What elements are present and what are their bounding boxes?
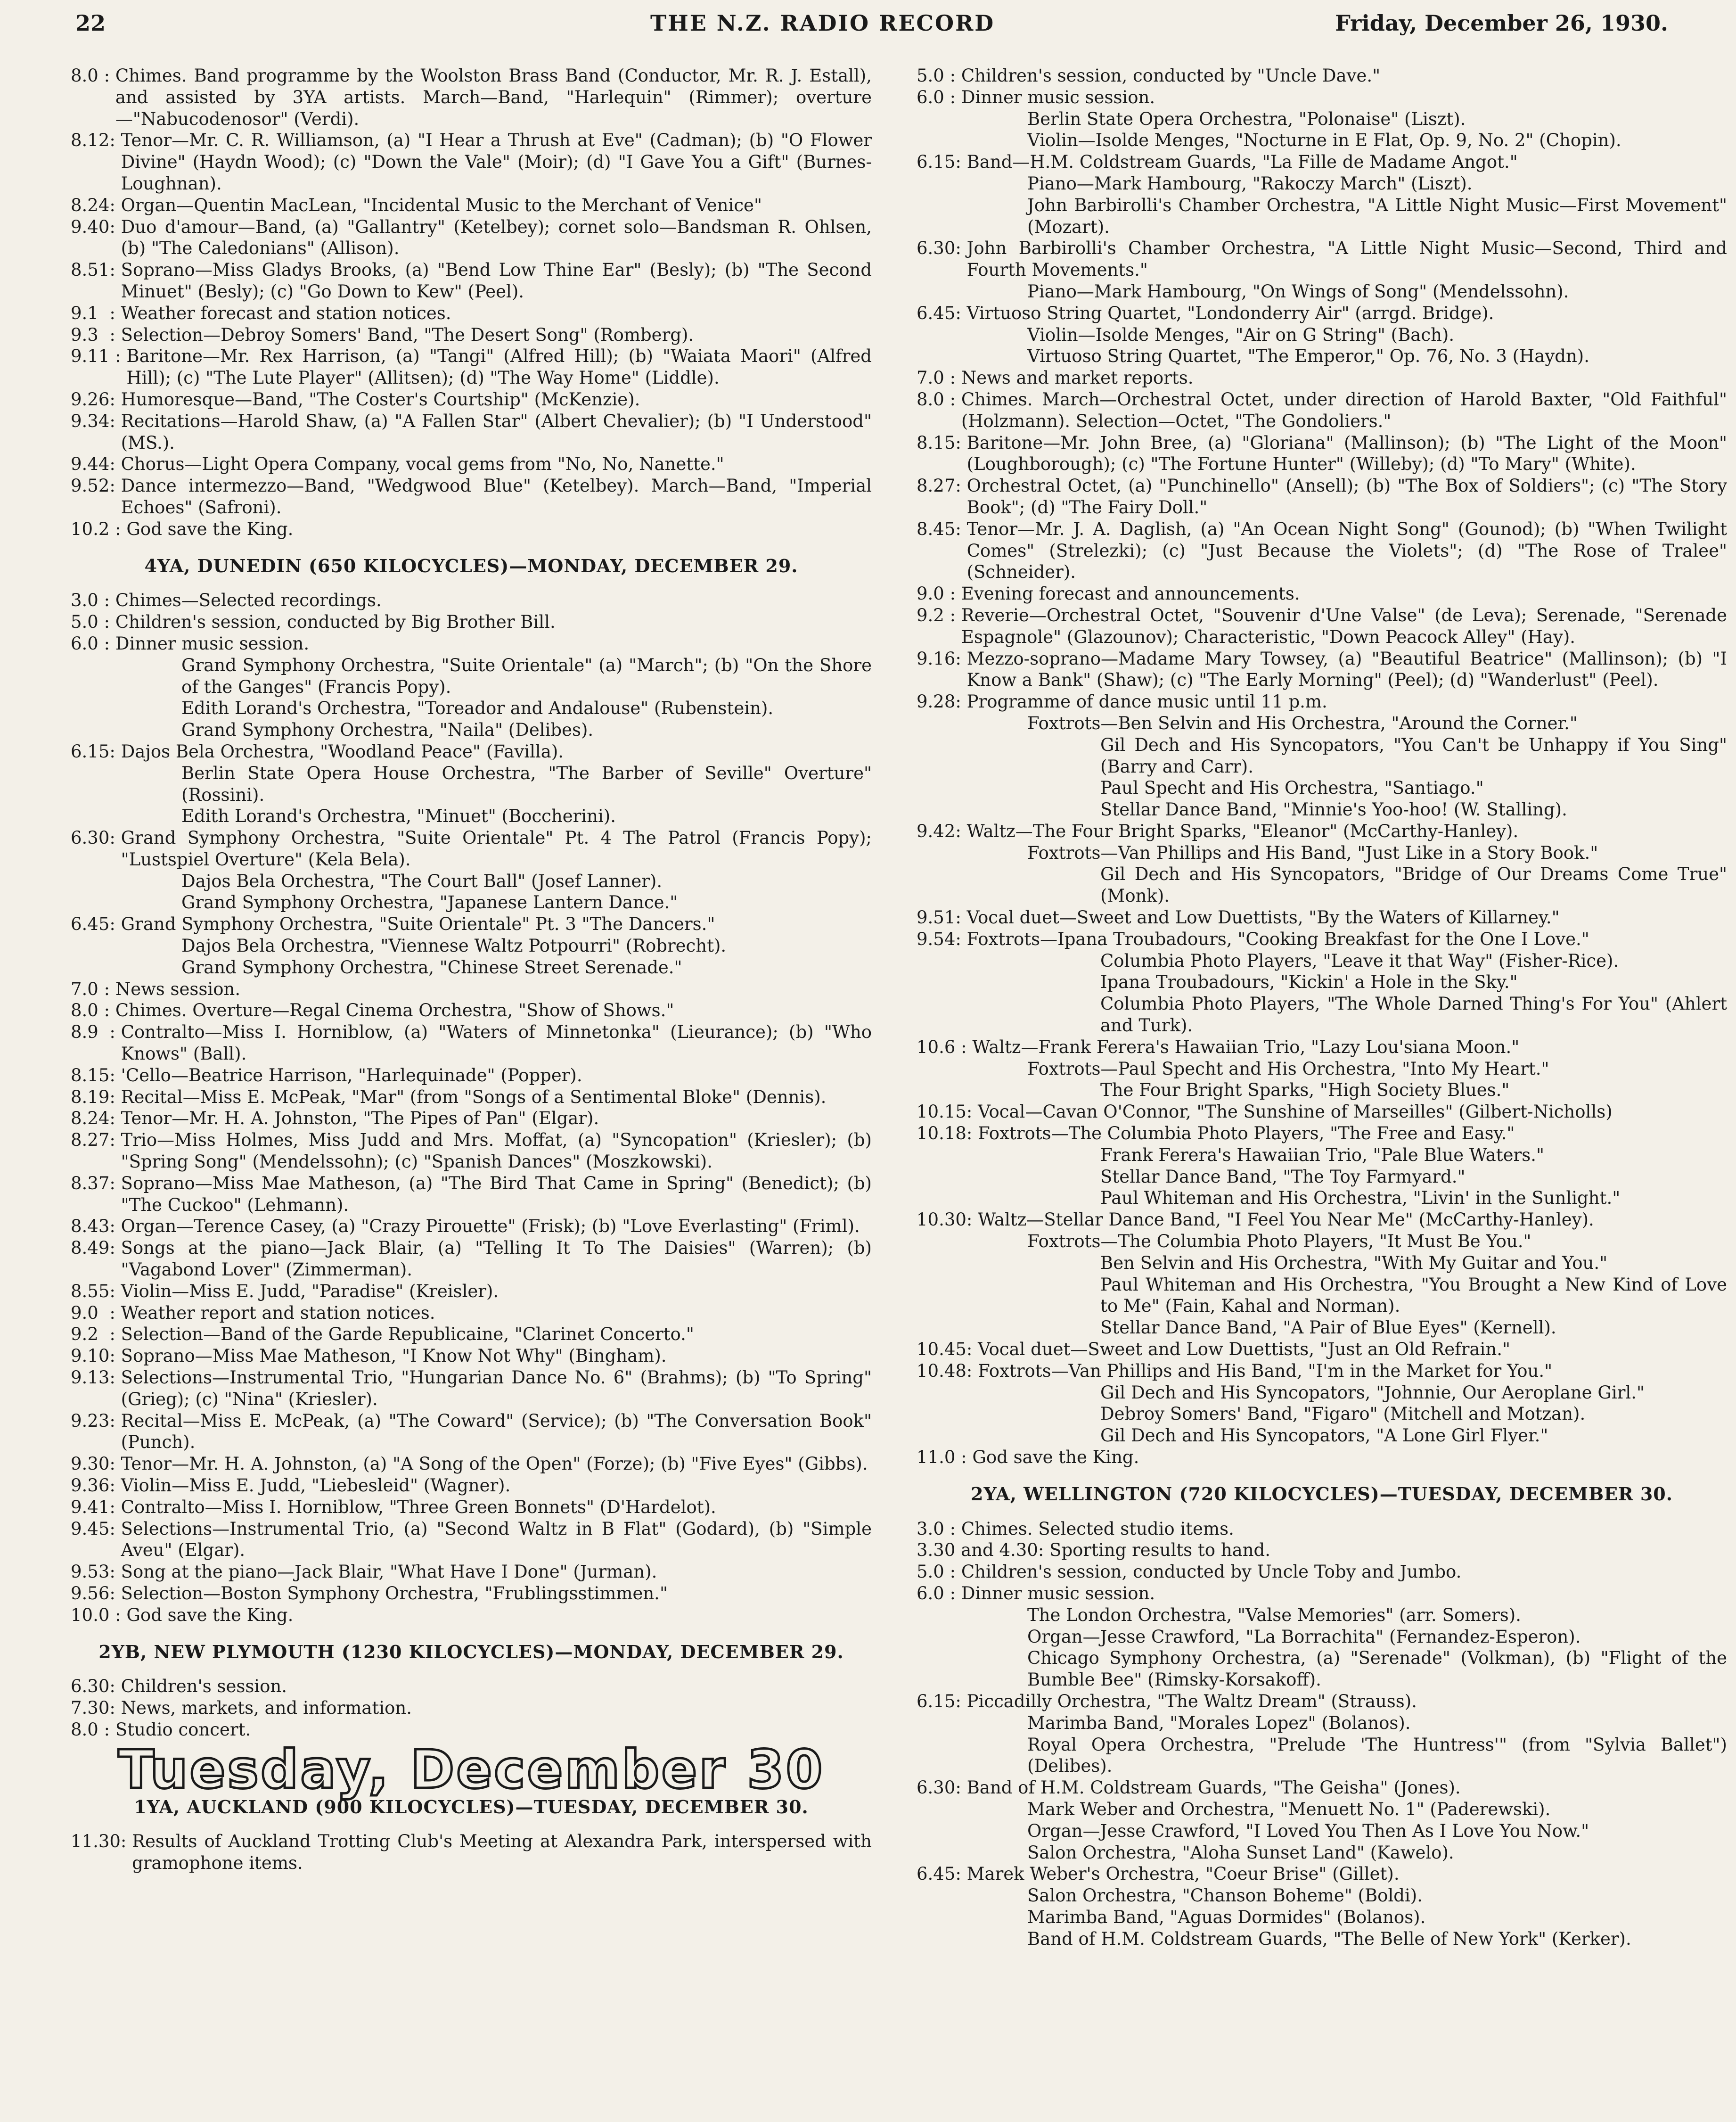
programme-entry (71, 1108, 872, 1129)
programme-entry (71, 195, 872, 216)
programme-subitem: Stellar Dance Band, "Minnie's Yoo-hoo! (W. Stalling). (1100, 799, 1567, 820)
station-heading-wellington: 2YA, WELLINGTON (720 KILOCYCLES)—TUESDAY, DECEMBER 30. (971, 1483, 1673, 1505)
entry-time: 9.1 : (71, 303, 121, 323)
entry-description: 'Cello—Beatrice Harrison, "Harlequinade" (Popper). (121, 1065, 582, 1086)
entry-time: 8.15: (917, 432, 967, 453)
entry-description: Band—H.M. Coldstream Guards, "La Fille de Madame Angot." (966, 152, 1518, 173)
programme-entry (917, 65, 1727, 87)
entry-time: 10.18: (917, 1123, 978, 1144)
entry-time: 9.28: (917, 691, 967, 712)
entry-time: 8.9 : (71, 1022, 121, 1043)
entry-time: 6.15: (917, 1691, 967, 1711)
entry-time: 10.6 : (917, 1036, 973, 1057)
entry-description: Chimes. March—Orchestral Octet, under direction of Harold Baxter, "Old Faithful" (Holzmann). Selection—Octet, "The Gondoliers." (961, 389, 1727, 431)
entry-time: 6.30: (71, 1676, 121, 1697)
programme-entry (71, 518, 872, 540)
entry-description: Selections—Instrumental Trio, "Hungarian Dance No. 6" (Brahms); (b) "To Spring" (Grieg); (c) "Nina" (Kriesler). (121, 1367, 872, 1409)
entry-time: 7.30: (71, 1698, 121, 1719)
entry-description: Baritone—Mr. John Bree, (a) "Gloriana" (Mallinson); (b) "The Light of the Moon" (Loughborough); (c) "The Fortune Hunter" (Willeby); (d) "To Mary" (White). (966, 432, 1727, 475)
programme-entry (71, 130, 872, 194)
programme-entry (71, 1676, 872, 1697)
entry-description: Selections—Instrumental Trio, (a) "Second Waltz in B Flat" (Godard), (b) "Simple Aveu" (Elgar). (121, 1518, 872, 1561)
programme-entry (917, 648, 1727, 691)
programme-entry (917, 1539, 1727, 1561)
programme-entry (917, 1777, 1727, 1799)
entry-description: Results of Auckland Trotting Club's Meeting at Alexandra Park, interspersed with gramophone items. (132, 1831, 872, 1874)
entry-time: 8.12: (71, 130, 121, 151)
right-column (917, 65, 1727, 1950)
programme-entry (71, 633, 872, 655)
entry-time: 6.45: (917, 1864, 967, 1884)
entry-time: 9.13: (71, 1367, 121, 1388)
programme-entry (917, 907, 1727, 929)
programme-entry (917, 1339, 1727, 1360)
left-column (71, 65, 872, 1874)
entry-time: 9.2 : (917, 605, 961, 625)
entry-time: 9.56: (71, 1583, 121, 1604)
programme-subitem: Paul Specht and His Orchestra, "Santiago." (1100, 778, 1484, 798)
programme-entry (917, 1561, 1727, 1583)
entry-time: 9.10: (71, 1346, 121, 1366)
programme-subitem: Organ—Jesse Crawford, "I Loved You Then As I Love You Now." (1027, 1820, 1589, 1841)
programme-subitem: Marimba Band, "Morales Lopez" (Bolanos). (1027, 1712, 1411, 1733)
programme-entry (917, 605, 1727, 648)
programme-entry (71, 216, 872, 260)
entry-time: 9.45: (71, 1518, 121, 1539)
entry-description: Tenor—Mr. J. A. Daglish, (a) "An Ocean Night Song" (Gounod); (b) "When Twilight Comes" (Strelezki); (c) "Just Because the Violets"; (d) "The Rose of Tralee" (Schneider). (966, 518, 1727, 583)
programme-entry (71, 590, 872, 611)
entry-description: Selection—Debroy Somers' Band, "The Desert Song" (Romberg). (121, 324, 694, 345)
programme-subitem: Ben Selvin and His Orchestra, "With My Guitar and You." (1100, 1252, 1608, 1273)
entry-description: Children's session, conducted by "Uncle Dave." (961, 66, 1381, 86)
programme-entry (917, 1209, 1727, 1231)
entry-description: Grand Symphony Orchestra, "Suite Orientale" Pt. 3 "The Dancers." (121, 914, 715, 935)
entry-description: Children's session, conducted by Big Brother Bill. (115, 612, 556, 633)
programme-subitem: Violin—Isolde Menges, "Air on G String" (Bach). (1027, 324, 1455, 345)
entry-time: 9.54: (917, 929, 967, 949)
entry-description: Chorus—Light Opera Company, vocal gems from "No, No, Nanette." (121, 454, 724, 475)
programme-subitem: Berlin State Opera Orchestra, "Polonaise" (Liszt). (1027, 108, 1466, 129)
programme-subitem: Piano—Mark Hambourg, "Rakoczy March" (Liszt). (1027, 173, 1473, 194)
programme-subitem: Frank Ferera's Hawaiian Trio, "Pale Blue Waters." (1100, 1144, 1545, 1165)
programme-entry (71, 1086, 872, 1108)
programme-subitem: John Barbirolli's Chamber Orchestra, "A Little Night Music—First Movement" (Mozart). (1027, 195, 1727, 237)
programme-subitem: Grand Symphony Orchestra, "Japanese Lantern Dance." (181, 892, 678, 913)
entry-description: Chimes. Selected studio items. (961, 1518, 1234, 1539)
page-number: 22 (75, 10, 106, 36)
programme-entry (917, 1863, 1727, 1885)
entry-description: God save the King. (972, 1447, 1139, 1467)
entry-description: Children's session, conducted by Uncle Toby and Jumbo. (961, 1562, 1462, 1582)
programme-subitem: Dajos Bela Orchestra, "Viennese Waltz Potpourri" (Robrecht). (181, 936, 727, 956)
entry-time: 10.45: (917, 1339, 978, 1360)
entry-time: 9.53: (71, 1562, 121, 1582)
entry-description: Orchestral Octet, (a) "Punchinello" (Ansell); (b) "The Box of Soldiers"; (c) "The Story Book"; (d) "The Fairy Doll." (966, 476, 1727, 518)
programme-entry (71, 389, 872, 411)
entry-description: Violin—Miss E. Judd, "Liebesleid" (Wagner). (121, 1475, 511, 1496)
programme-entry (71, 303, 872, 324)
entry-time: 9.0 : (917, 584, 961, 604)
entry-time: 8.43: (71, 1216, 121, 1237)
programme-entry (71, 1561, 872, 1583)
entry-time: 3.0 : (917, 1518, 961, 1539)
programme-subitem: The London Orchestra, "Valse Memories" (arr. Somers). (1027, 1604, 1521, 1625)
entry-time: 8.0 : (71, 66, 115, 86)
entry-time: 8.24: (71, 1108, 121, 1129)
entry-time: 9.41: (71, 1497, 121, 1517)
programme-entry (917, 238, 1727, 281)
entry-time: 8.0 : (71, 1719, 115, 1740)
entry-time: 10.2 : (71, 518, 127, 539)
programme-entry (917, 389, 1727, 432)
entry-description: Recitations—Harold Shaw, (a) "A Fallen Star" (Albert Chevalier); (b) "I Understood" (MS.). (121, 411, 872, 453)
entry-description: Programme of dance music until 11 p.m. (966, 691, 1327, 712)
programme-entry (917, 1036, 1727, 1058)
entry-description: Selection—Boston Symphony Orchestra, "Frublingsstimmen." (121, 1583, 668, 1604)
entry-description: Dinner music session. (961, 87, 1155, 107)
entry-description: Vocal—Cavan O'Connor, "The Sunshine of Marseilles" (Gilbert-Nicholls) (978, 1102, 1613, 1122)
entry-description: Mezzo-soprano—Madame Mary Towsey, (a) "Beautiful Beatrice" (Mallinson); (b) "I Know a Bank" (Shaw); (c) "The Early Morning" (Peel); (d) "Wanderlust" (Peel). (966, 648, 1727, 691)
programme-subitem: Berlin State Opera House Orchestra, "The Barber of Seville" Overture" (Rossini). (181, 763, 872, 805)
entry-description: Recital—Miss E. McPeak, "Mar" (from "Songs of a Sentimental Bloke" (Dennis). (121, 1086, 827, 1107)
entry-time: 8.0 : (917, 389, 961, 410)
programme-entry (71, 1497, 872, 1518)
day-banner: Tuesday, December 30 (118, 1739, 825, 1801)
entry-description: Weather report and station notices. (121, 1302, 435, 1323)
programme-subitem: Virtuoso String Quartet, "The Emperor," Op. 76, No. 3 (Haydn). (1027, 346, 1589, 367)
entry-description: Vocal duet—Sweet and Low Duettists, "By the Waters of Killarney." (966, 907, 1560, 928)
programme-entry (71, 1237, 872, 1281)
entry-time: 8.27: (71, 1130, 121, 1151)
entry-time: 8.49: (71, 1238, 121, 1258)
programme-subitem: Columbia Photo Players, "Leave it that Way" (Fisher-Rice). (1100, 950, 1619, 971)
programme-subitem: Organ—Jesse Crawford, "La Borrachita" (Fernandez-Esperon). (1027, 1626, 1581, 1647)
issue-date: Friday, December 26, 1930. (1335, 10, 1668, 36)
entry-time: 5.0 : (71, 612, 115, 633)
entry-time: 6.15: (917, 152, 967, 173)
entry-description: News, markets, and information. (121, 1698, 412, 1719)
programme-subitem: Grand Symphony Orchestra, "Suite Orientale" (a) "March"; (b) "On the Shore of the Ganges" (Francis Popy). (181, 655, 872, 697)
entry-description: Songs at the piano—Jack Blair, (a) "Telling It To The Daisies" (Warren); (b) "Vagabond Lover" (Zimmerman). (121, 1238, 872, 1280)
programme-subitem: Foxtrots—Ben Selvin and His Orchestra, "Around the Corner." (1027, 713, 1578, 733)
programme-entry (917, 518, 1727, 583)
entry-time: 9.52: (71, 476, 121, 496)
programme-entry (71, 1475, 872, 1497)
entry-time: 9.40: (71, 216, 121, 237)
entry-description: Organ—Quentin MacLean, "Incidental Music to the Merchant of Venice" (121, 195, 762, 215)
programme-entry (917, 1123, 1727, 1144)
entry-description: God save the King. (126, 1604, 294, 1625)
programme-subitem: Salon Orchestra, "Aloha Sunset Land" (Kawelo). (1027, 1842, 1454, 1863)
programme-subitem: Ipana Troubadours, "Kickin' a Hole in the Sky." (1100, 972, 1518, 993)
entry-description: Contralto—Miss I. Horniblow, (a) "Waters of Minnetonka" (Lieurance); (b) "Who Knows" (Ball). (121, 1022, 872, 1064)
entry-time: 8.19: (71, 1086, 121, 1107)
entry-description: Violin—Miss E. Judd, "Paradise" (Kreisler). (121, 1281, 499, 1301)
wellington-programme (917, 1518, 1727, 1950)
entry-description: Chimes. Band programme by the Woolston Brass Band (Conductor, Mr. R. J. Estall), and assisted by 3YA artists. March—Band, "Harlequin" (Rimmer); overture—"Nabucodenosor" (Verdi). (115, 66, 872, 129)
programme-entry (917, 583, 1727, 605)
programme-subitem: Band of H.M. Coldstream Guards, "The Belle of New York" (Kerker). (1027, 1928, 1631, 1949)
entry-time: 9.16: (917, 648, 967, 669)
entry-time: 8.55: (71, 1281, 121, 1301)
programme-entry (71, 1518, 872, 1562)
entry-description: Duo d'amour—Band, (a) "Gallantry" (Ketelbey); cornet solo—Bandsman R. Ohlsen, (b) "The Caledonians" (Allison). (121, 216, 872, 259)
entry-description: Foxtrots—Ipana Troubadours, "Cooking Breakfast for the One I Love." (966, 929, 1589, 949)
entry-description: Sporting results to hand. (1049, 1540, 1270, 1561)
entry-time: 6.0 : (71, 633, 115, 654)
publication-title: THE N.Z. RADIO RECORD (650, 10, 995, 36)
programme-entry (71, 913, 872, 935)
entry-time: 8.37: (71, 1173, 121, 1193)
programme-entry (71, 1173, 872, 1216)
programme-entry (917, 1691, 1727, 1712)
entry-time: 9.2 : (71, 1324, 121, 1345)
entry-time: 8.27: (917, 476, 967, 496)
entry-time: 10.0 : (71, 1604, 127, 1625)
entry-time: 3.30 and 4.30: (917, 1540, 1050, 1561)
entry-time: 10.15: (917, 1102, 978, 1122)
programme-subitem: Marimba Band, "Aguas Dormides" (Bolanos). (1027, 1907, 1426, 1927)
programme-entry (71, 453, 872, 475)
entry-description: Dinner music session. (961, 1583, 1155, 1604)
programme-entry (71, 741, 872, 763)
entry-description: Foxtrots—Van Phillips and His Band, "I'm in the Market for You." (978, 1360, 1553, 1381)
programme-subitem: Piano—Mark Hambourg, "On Wings of Song" (Mendelssohn). (1027, 281, 1569, 302)
page-header (75, 10, 1668, 38)
entry-time: 6.0 : (917, 1583, 961, 1604)
entry-time: 7.0 : (71, 979, 115, 999)
entry-time: 8.15: (71, 1065, 121, 1086)
entry-time: 6.30: (71, 828, 121, 848)
entry-time: 9.42: (917, 821, 967, 841)
entry-description: Tenor—Mr. C. R. Williamson, (a) "I Hear a Thrush at Eve" (Cadman); (b) "O Flower Divine" (Haydn Wood); (c) "Down the Vale" (Moir); (d) "I Gave You a Gift" (Burnes-Loughnan). (121, 130, 872, 194)
programme-subitem: Gil Dech and His Syncopators, "A Lone Girl Flyer." (1100, 1425, 1548, 1446)
programme-entry (917, 1360, 1727, 1382)
entry-description: Marek Weber's Orchestra, "Coeur Brise" (Gillet). (966, 1864, 1400, 1884)
entry-time: 9.26: (71, 389, 121, 410)
entry-description: Recital—Miss E. McPeak, (a) "The Coward" (Service); (b) "The Conversation Book" (Punch). (121, 1410, 872, 1453)
programme-entry (71, 475, 872, 518)
programme-entry (71, 1410, 872, 1454)
monday-continued-programme (917, 65, 1727, 1468)
programme-subitem: Violin—Isolde Menges, "Nocturne in E Flat, Op. 9, No. 2" (Chopin). (1027, 130, 1621, 151)
entry-description: News session. (115, 979, 241, 999)
entry-description: Soprano—Miss Mae Matheson, (a) "The Bird That Came in Spring" (Benedict); (b) "The Cuckoo" (Lehmann). (121, 1173, 872, 1215)
entry-description: Band of H.M. Coldstream Guards, "The Geisha" (Jones). (966, 1777, 1461, 1798)
programme-entry (71, 1021, 872, 1065)
entry-description: Dinner music session. (115, 633, 310, 654)
programme-entry (71, 1324, 872, 1345)
programme-subitem: Grand Symphony Orchestra, "Chinese Street Serenade." (181, 957, 682, 978)
programme-entry (71, 1302, 872, 1324)
entry-time: 6.30: (917, 1777, 967, 1798)
programme-entry (917, 432, 1727, 476)
entry-description: Foxtrots—The Columbia Photo Players, "The Free and Easy." (978, 1123, 1515, 1144)
entry-description: Children's session. (121, 1676, 287, 1697)
programme-entry (71, 1345, 872, 1367)
auckland-programme (71, 1831, 872, 1874)
entry-description: Virtuoso String Quartet, "Londonderry Air" (arrgd. Bridge). (966, 303, 1494, 323)
entry-time: 9.3 : (71, 324, 121, 345)
programme-entry (71, 1000, 872, 1021)
programme-entry (71, 1367, 872, 1410)
station-heading-dunedin: 4YA, DUNEDIN (650 KILOCYCLES)—MONDAY, DECEMBER 29. (144, 555, 798, 576)
entry-time: 7.0 : (917, 368, 961, 388)
entry-description: Baritone—Mr. Rex Harrison, (a) "Tangi" (Alfred Hill); (b) "Waiata Maori" (Alfred Hill); (c) "The Lute Player" (Allitsen); (d) "The Way Home" (Liddle). (126, 346, 872, 388)
programme-entry (917, 151, 1727, 173)
programme-entry (917, 1583, 1727, 1604)
programme-entry (71, 1129, 872, 1173)
programme-entry (71, 65, 872, 130)
programme-entry (71, 411, 872, 454)
entry-description: Grand Symphony Orchestra, "Suite Orientale" Pt. 4 The Patrol (Francis Popy); "Lustspiel Overture" (Kela Bela). (121, 828, 872, 870)
programme-subitem: Edith Lorand's Orchestra, "Toreador and Andalouse" (Rubenstein). (181, 698, 774, 719)
programme-entry (71, 1216, 872, 1237)
programme-entry (917, 1101, 1727, 1123)
programme-subitem: Paul Whiteman and His Orchestra, "Livin' in the Sunlight." (1100, 1188, 1621, 1209)
entry-time: 5.0 : (917, 66, 961, 86)
programme-entry (917, 1447, 1727, 1468)
new-plymouth-programme (71, 1676, 872, 1740)
programme-subitem: Debroy Somers' Band, "Figaro" (Mitchell and Motzan). (1100, 1404, 1586, 1424)
entry-time: 8.24: (71, 195, 121, 215)
programme-entry (71, 324, 872, 346)
entry-time: 9.34: (71, 411, 121, 431)
entry-description: Waltz—Stellar Dance Band, "I Feel You Near Me" (McCarthy-Hanley). (978, 1209, 1594, 1230)
entry-description: Studio concert. (115, 1719, 251, 1740)
programme-subitem: Royal Opera Orchestra, "Prelude 'The Huntress'" (from "Sylvia Ballet") (Delibes). (1027, 1734, 1727, 1777)
entry-time: 6.30: (917, 238, 967, 259)
programme-entry (71, 611, 872, 633)
programme-entry (71, 827, 872, 871)
entry-description: Selection—Band of the Garde Republicaine, "Clarinet Concerto." (121, 1324, 694, 1345)
entry-description: Organ—Terence Casey, (a) "Crazy Pirouette" (Frisk); (b) "Love Everlasting" (Friml). (121, 1216, 860, 1237)
programme-subitem: Foxtrots—The Columbia Photo Players, "It Must Be You." (1027, 1231, 1531, 1252)
entry-description: Evening forecast and announcements. (961, 584, 1300, 604)
entry-time: 8.45: (917, 518, 967, 539)
entry-description: Trio—Miss Holmes, Miss Judd and Mrs. Moffat, (a) "Syncopation" (Kriesler); (b) "Spring Song" (Mendelssohn); (c) "Spanish Dances" (Moszkowski). (121, 1130, 872, 1172)
programme-subitem: Edith Lorand's Orchestra, "Minuet" (Boccherini). (181, 806, 616, 827)
entry-description: Vocal duet—Sweet and Low Duettists, "Just an Old Refrain." (978, 1339, 1510, 1360)
programme-subitem: Chicago Symphony Orchestra, (a) "Serenade" (Volkman), (b) "Flight of the Bumble Bee" (Rimsky-Korsakoff). (1027, 1648, 1727, 1690)
entry-description: Piccadilly Orchestra, "The Waltz Dream" (Strauss). (966, 1691, 1417, 1711)
programme-entry (71, 1453, 872, 1475)
station-heading-auckland: 1YA, AUCKLAND (900 KILOCYCLES)—TUESDAY, DECEMBER 30. (134, 1796, 809, 1818)
programme-subitem: Dajos Bela Orchestra, "The Court Ball" (Josef Lanner). (181, 871, 663, 891)
entry-time: 11.0 : (917, 1447, 973, 1467)
entry-description: Dance intermezzo—Band, "Wedgwood Blue" (Ketelbey). March—Band, "Imperial Echoes" (Safroni). (121, 476, 872, 518)
programme-subitem: The Four Bright Sparks, "High Society Blues." (1100, 1080, 1510, 1101)
entry-time: 6.45: (71, 914, 121, 935)
entry-time: 10.48: (917, 1360, 978, 1381)
entry-time: 9.23: (71, 1410, 121, 1431)
entry-description: Tenor—Mr. H. A. Johnston, (a) "A Song of the Open" (Forze); (b) "Five Eyes" (Gibbs). (121, 1454, 868, 1474)
programme-entry (71, 259, 872, 303)
entry-description: Waltz—The Four Bright Sparks, "Eleanor" (McCarthy-Hanley). (966, 821, 1519, 841)
dunedin-programme (71, 590, 872, 1626)
programme-subitem: Gil Dech and His Syncopators, "Bridge of Our Dreams Come True" (Monk). (1100, 864, 1727, 906)
entry-description: Chimes—Selected recordings. (115, 590, 382, 611)
entry-time: 9.30: (71, 1454, 121, 1474)
programme-entry (71, 1831, 872, 1874)
programme-entry (917, 87, 1727, 108)
entry-time: 3.0 : (71, 590, 115, 611)
programme-subitem: Stellar Dance Band, "The Toy Farmyard." (1100, 1166, 1466, 1187)
entry-time: 9.11 : (71, 346, 127, 367)
entry-time: 8.51: (71, 260, 121, 280)
programme-subitem: Stellar Dance Band, "A Pair of Blue Eyes" (Kernell). (1100, 1317, 1556, 1338)
entry-description: Song at the piano—Jack Blair, "What Have I Done" (Jurman). (121, 1562, 657, 1582)
entry-time: 9.51: (917, 907, 967, 928)
entry-time: 6.15: (71, 741, 121, 762)
programme-entry (917, 475, 1727, 518)
programme-entry (71, 1065, 872, 1086)
entry-description: Contralto—Miss I. Horniblow, "Three Green Bonnets" (D'Hardelot). (121, 1497, 716, 1517)
entry-time: 9.36: (71, 1475, 121, 1496)
entry-description: Tenor—Mr. H. A. Johnston, "The Pipes of Pan" (Elgar). (121, 1108, 599, 1129)
programme-entry (917, 303, 1727, 324)
entry-description: Soprano—Miss Gladys Brooks, (a) "Bend Low Thine Ear" (Besly); (b) "The Second Minuet" (Besly); (c) "Go Down to Kew" (Peel). (121, 260, 872, 302)
programme-entry (71, 979, 872, 1000)
entry-description: Humoresque—Band, "The Coster's Courtship" (McKenzie). (121, 389, 640, 410)
entry-time: 6.0 : (917, 87, 961, 107)
programme-entry (71, 1604, 872, 1626)
entry-description: John Barbirolli's Chamber Orchestra, "A Little Night Music—Second, Third and Fourth Movements." (966, 238, 1727, 280)
programme-entry (71, 345, 872, 389)
entry-description: Waltz—Frank Ferera's Hawaiian Trio, "Lazy Lou'siana Moon." (972, 1036, 1520, 1057)
entry-description: Reverie—Orchestral Octet, "Souvenir d'Une Valse" (de Leva); Serenade, "Serenade Espagnole" (Glazounov); Characteristic, "Down Peacock Alley" (Hay). (961, 605, 1727, 647)
station-heading-new-plymouth: 2YB, NEW PLYMOUTH (1230 KILOCYCLES)—MONDAY, DECEMBER 29. (98, 1641, 844, 1662)
programme-entry (71, 1583, 872, 1604)
entry-description: Chimes. Overture—Regal Cinema Orchestra, "Show of Shows." (115, 1000, 674, 1021)
entry-time: 11.30: (71, 1831, 132, 1852)
entry-time: 9.0 : (71, 1302, 121, 1323)
programme-subitem: Mark Weber and Orchestra, "Menuett No. 1" (Paderewski). (1027, 1799, 1551, 1819)
entry-time: 8.0 : (71, 1000, 115, 1021)
programme-subitem: Gil Dech and His Syncopators, "You Can't be Unhappy if You Sing" (Barry and Carr). (1100, 734, 1727, 777)
entry-time: 9.44: (71, 454, 121, 475)
programme-subitem: Foxtrots—Van Phillips and His Band, "Just Like in a Story Book." (1027, 842, 1598, 863)
entry-description: Weather forecast and station notices. (121, 303, 451, 323)
programme-subitem: Columbia Photo Players, "The Whole Darned Thing's For You" (Ahlert and Turk). (1100, 994, 1727, 1036)
programme-subitem: Foxtrots—Paul Specht and His Orchestra, "Into My Heart." (1027, 1058, 1549, 1079)
christchurch-programme (71, 65, 872, 540)
entry-description: Soprano—Miss Mae Matheson, "I Know Not Why" (Bingham). (121, 1346, 667, 1366)
programme-entry (71, 1697, 872, 1719)
programme-entry (71, 1281, 872, 1302)
entry-description: Dajos Bela Orchestra, "Woodland Peace" (Favilla). (121, 741, 564, 762)
entry-time: 10.30: (917, 1209, 978, 1230)
programme-entry (917, 1518, 1727, 1540)
entry-time: 5.0 : (917, 1562, 961, 1582)
programme-entry (917, 929, 1727, 950)
entry-description: News and market reports. (961, 368, 1194, 388)
programme-entry (917, 691, 1727, 713)
programme-entry (917, 821, 1727, 842)
programme-subitem: Salon Orchestra, "Chanson Boheme" (Boldi). (1027, 1885, 1423, 1906)
entry-description: God save the King. (126, 518, 294, 539)
programme-subitem: Gil Dech and His Syncopators, "Johnnie, Our Aeroplane Girl." (1100, 1382, 1645, 1403)
programme-subitem: Paul Whiteman and His Orchestra, "You Brought a New Kind of Love to Me" (Fain, Kahal and Norman). (1100, 1274, 1727, 1316)
programme-entry (71, 1719, 872, 1741)
programme-subitem: Grand Symphony Orchestra, "Naila" (Delibes). (181, 720, 594, 740)
entry-time: 6.45: (917, 303, 967, 323)
programme-entry (917, 367, 1727, 389)
